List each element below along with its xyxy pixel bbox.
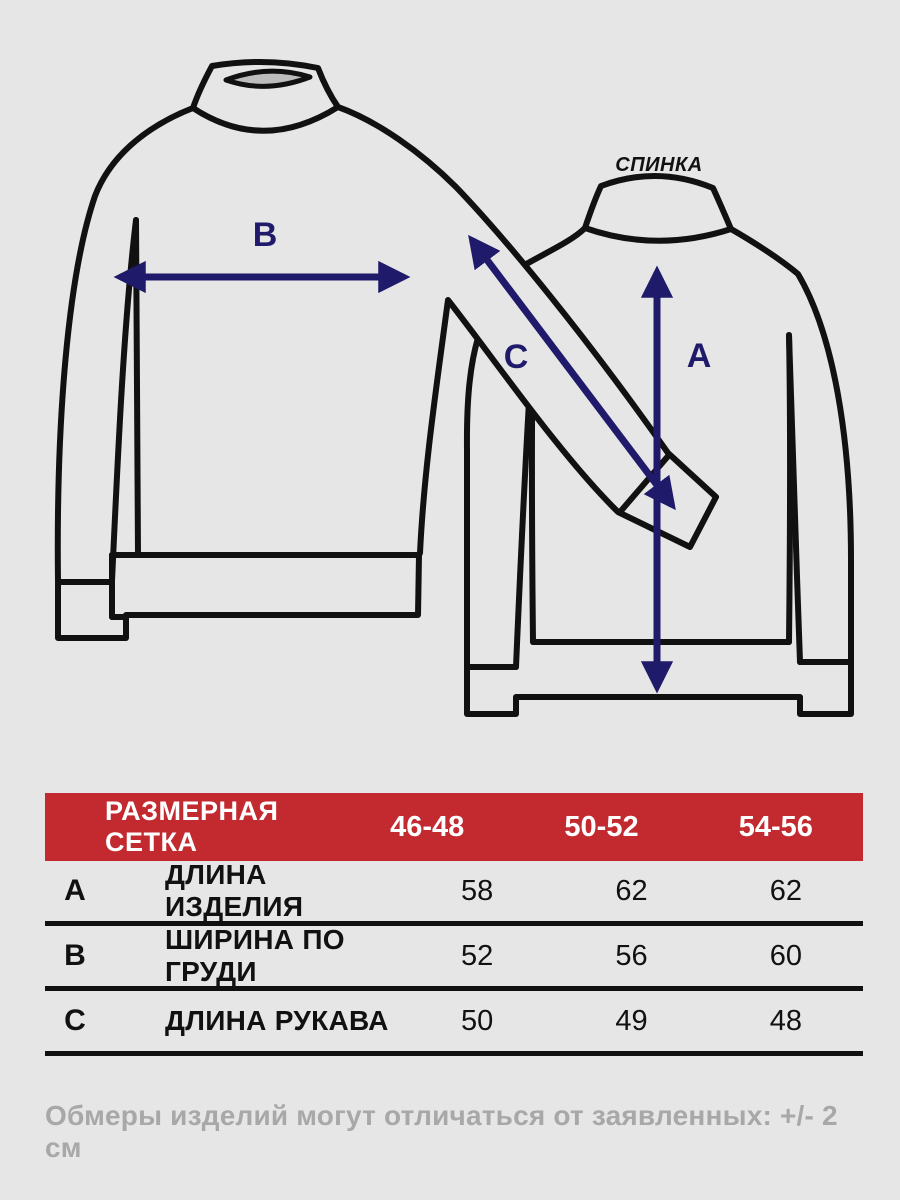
tolerance-note: Обмеры изделий могут отличаться от заявленных: +/- 2 см (45, 1100, 838, 1163)
value-cell: 48 (769, 1004, 802, 1037)
label-c: C (503, 338, 529, 376)
size-table-title: РАЗМЕРНАЯ СЕТКА (105, 796, 279, 857)
row-letter: B (64, 939, 86, 972)
label-b: B (252, 216, 278, 254)
size-table (45, 793, 863, 1056)
value-cell: 50 (461, 1004, 494, 1037)
size-table-header (45, 793, 863, 861)
value-cell: 58 (461, 874, 494, 907)
row-label: ДЛИНА РУКАВА (165, 1005, 389, 1036)
value-cell: 62 (769, 874, 802, 907)
label-a: A (686, 337, 712, 375)
value-cell: 60 (769, 939, 802, 972)
row-letter: A (64, 874, 86, 907)
row-label: ДЛИНА ИЗДЕЛИЯ (165, 859, 304, 922)
value-cell: 56 (615, 939, 648, 972)
size-column-header: 46-48 (390, 810, 465, 843)
table-row (45, 861, 863, 926)
value-cell: 52 (461, 939, 494, 972)
value-cell: 49 (615, 1004, 648, 1037)
row-label: ШИРИНА ПО ГРУДИ (165, 924, 345, 987)
value-cell: 62 (615, 874, 648, 907)
back-view-caption: СПИНКА (615, 154, 703, 176)
table-row (45, 926, 863, 991)
size-column-header: 50-52 (564, 810, 639, 843)
row-letter: C (64, 1004, 86, 1037)
size-column-header: 54-56 (738, 810, 813, 843)
table-row (45, 991, 863, 1056)
